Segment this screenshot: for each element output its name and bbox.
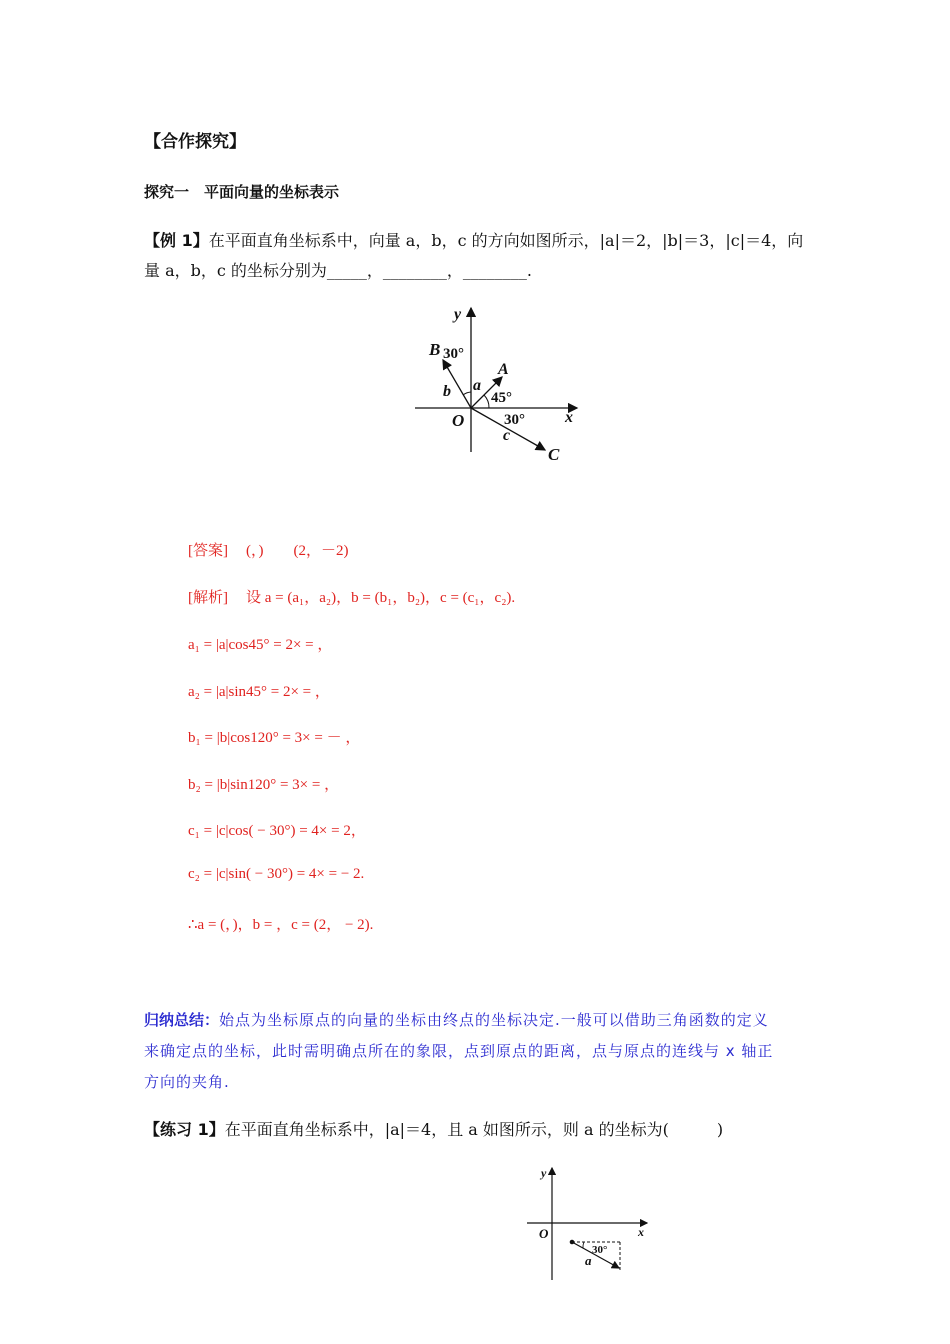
analysis-step-4: b₂ = |b|sin120° = 3× = ， (188, 777, 340, 793)
y-axis-label: y (454, 306, 462, 323)
y-axis-label: y (541, 1166, 547, 1180)
x-axis-label: x (638, 1225, 644, 1239)
example-1-label: 【例 1】 (144, 231, 209, 250)
x-axis-label: x (565, 409, 573, 426)
analysis-conclusion: ∴a = (，)，b = ，c = (2， − 2). (188, 917, 374, 933)
answer-text: (，) (2，－2) (246, 543, 349, 559)
summary-line-1 (144, 1009, 769, 1030)
summary-label: 归纳总结： (144, 1011, 220, 1029)
analysis-intro-line (188, 586, 515, 607)
summary-text-1: 始点为坐标原点的向量的坐标由终点的坐标决定.一般可以借助三角函数的定义 (219, 1011, 769, 1029)
summary-line-3: 方向的夹角. (144, 1073, 230, 1091)
origin-label: O (539, 1226, 549, 1241)
analysis-step-1: a₁ = |a|cos45° = 2× = ， (188, 637, 333, 653)
point-A-label: A (498, 361, 509, 378)
practice-1-text: 在平面直角坐标系中，|a|＝4，且 a 如图所示，则 a 的坐标为( ) (224, 1120, 724, 1139)
summary-line-2: 来确定点的坐标，此时需明确点所在的象限，点到原点的距离，点与原点的连线与 x 轴正 (144, 1042, 774, 1060)
example-1-line-1 (144, 228, 803, 251)
vector-diagram-2 (522, 1160, 657, 1285)
subsection-title: 探究一 平面向量的坐标表示 (144, 183, 340, 201)
vector-b-label: b (443, 383, 451, 400)
angle-b-label: 30° (443, 346, 464, 362)
vector-a-label: a (473, 377, 481, 394)
origin-label: O (452, 411, 465, 430)
analysis-label: [解析] (188, 590, 228, 606)
angle-a-label: 45° (491, 390, 512, 406)
analysis-step-5: c₁ = |c|cos( − 30°) = 4× = 2， (188, 823, 366, 839)
example-1-text-1: 在平面直角坐标系中，向量 a，b，c 的方向如图所示，|a|＝2，|b|＝3，|c|＝4，向 (208, 231, 804, 250)
example-1-line-2: 量 a，b，c 的坐标分别为_____，________，________. (144, 261, 533, 280)
angle-c-label: 30° (504, 412, 525, 428)
practice-1-line (144, 1117, 723, 1140)
practice-1-label: 【练习 1】 (144, 1120, 225, 1139)
analysis-step-2: a₂ = |a|sin45° = 2× = ， (188, 684, 330, 700)
angle-label: 30° (592, 1244, 608, 1256)
answer-label: [答案] (188, 543, 228, 559)
answer-line (188, 539, 348, 560)
analysis-intro: 设 a = (a₁，a₂)，b = (b₁，b₂)，c = (c₁，c₂). (246, 590, 516, 606)
section-title: 【合作探究】 (144, 132, 246, 152)
vector-c-label: c (503, 427, 511, 444)
point-C-label: C (548, 445, 560, 464)
point-B-label: B (429, 340, 441, 359)
vector-diagram-1 (405, 300, 595, 470)
analysis-step-3: b₁ = |b|cos120° = 3× = － ， (188, 730, 361, 746)
analysis-step-6: c₂ = |c|sin( − 30°) = 4× = − 2. (188, 866, 365, 882)
vector-a-label: a (585, 1253, 592, 1268)
